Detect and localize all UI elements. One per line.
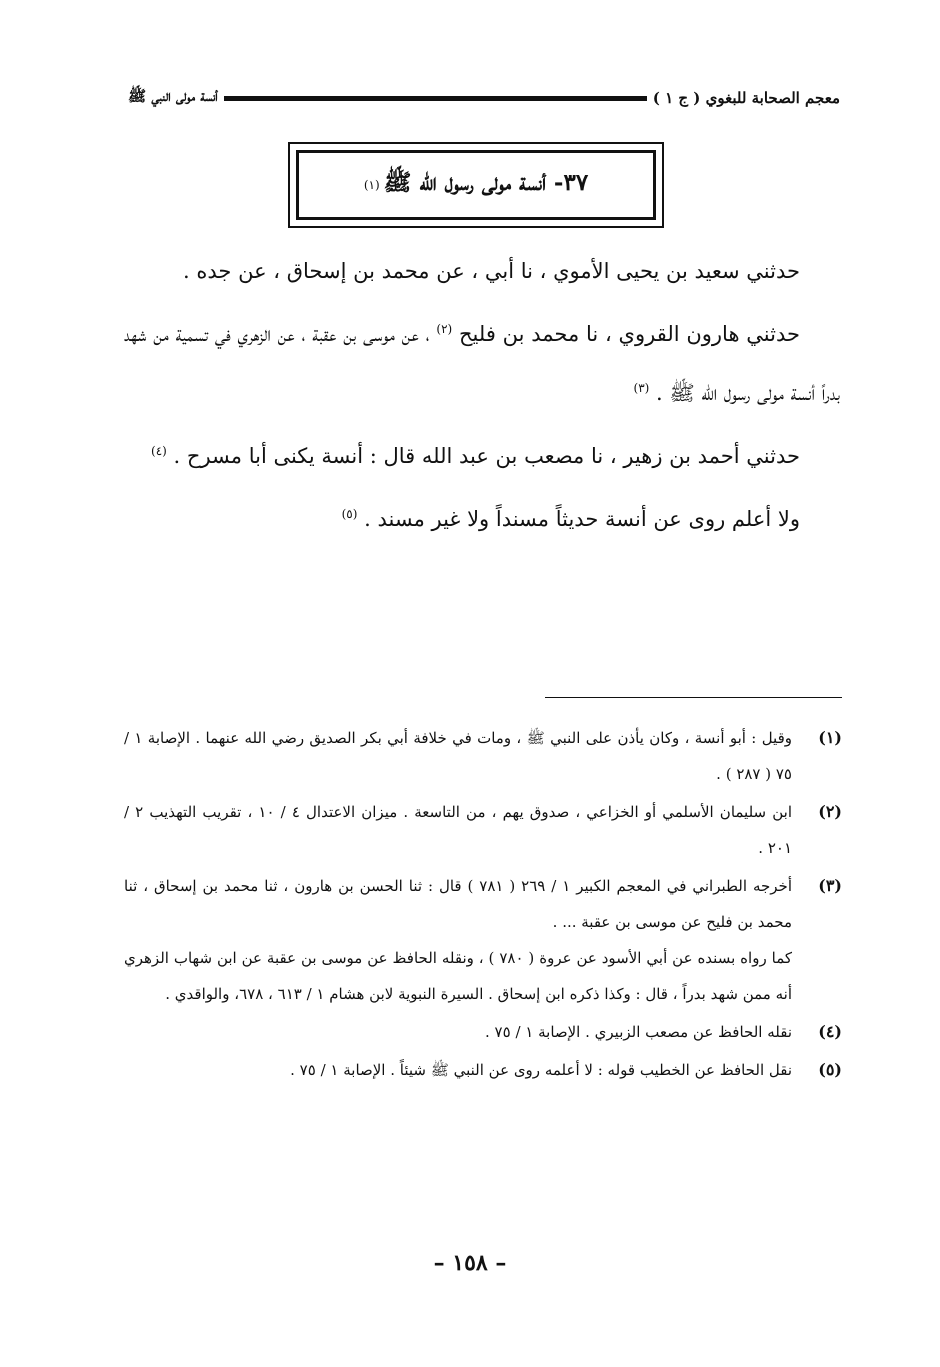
header-book-title: معجم الصحابة للبغوي ( ج ١ ) — [652, 89, 840, 107]
footnote-line: نقله الحافظ عن مصعب الزبيري . الإصابة ١ / ٧٥ . — [485, 1023, 792, 1041]
page-number: – ١٥٨ – — [433, 1250, 507, 1276]
footnote-body — [124, 1014, 792, 1050]
paragraph-2-note-2: (٣) — [633, 381, 650, 395]
paragraph-4 — [124, 487, 840, 546]
footnote-number: (٣) — [818, 876, 842, 895]
paragraph-2 — [124, 302, 840, 420]
footnote-line: وقيل : أبو أنسة ، وكان يأذن على النبي ﷺ ، ومات في خلافة أبي بكر الصديق رضي الله عنهما . الإصابة ١ / ٧٥ ( ٢٨٧ ) . — [124, 729, 792, 783]
footnote-3 — [124, 868, 842, 1012]
footnote-number: (١) — [818, 728, 842, 747]
footnote-body — [124, 1052, 792, 1088]
footnote-number: (٢) — [818, 802, 842, 821]
footnote-body — [124, 720, 792, 792]
header-rule — [224, 96, 647, 101]
paragraph-1-text: حدثني سعيد بن يحيى الأموي ، نا أبي ، عن محمد بن إسحاق ، عن جده . — [183, 259, 800, 283]
body-text — [124, 244, 840, 550]
paragraph-1 — [124, 244, 840, 298]
paragraph-2-text-a: حدثني هارون القروي ، نا محمد بن فليح — [459, 322, 800, 346]
footnote-body — [124, 794, 792, 866]
footnote-line: كما رواه بسنده عن أبي الأسود عن عروة ( ٧٨٠ ) ، ونقله الحافظ عن موسى بن عقبة عن ابن شهاب الزهري أنه ممن شهد بدراً ، قال : وكذا ذكره ابن إسحاق . السيرة النبوية لابن هشام ١ / ٦١٣ ، ٦٧٨، والواقدي . — [124, 949, 793, 1003]
paragraph-4-text: ولا أعلم روى عن أنسة حديثاً مسنداً ولا غير مسند . — [364, 507, 800, 531]
footnote-body — [124, 868, 792, 1012]
footnote-line: ابن سليمان الأسلمي أو الخزاعي ، صدوق يهم ، من التاسعة . ميزان الاعتدال ٤ / ١٠ ، تقريب التهذيب ٢ / ٢٠١ . — [124, 803, 792, 857]
footnote-separator — [545, 697, 842, 698]
chapter-title-note: (١) — [363, 178, 380, 192]
footnote-number: (٥) — [818, 1060, 842, 1079]
paragraph-2-note: (٢) — [436, 322, 453, 336]
footnote-2 — [124, 794, 842, 866]
footnote-line: أخرجه الطبراني في المعجم الكبير ١ / ٢٦٩ ( ٧٨١ ) قال : ثنا الحسن بن هارون ، ثنا محمد بن إسحاق ، ثنا محمد بن فليح عن موسى بن عقبة ... . — [124, 877, 792, 931]
footnote-5 — [124, 1052, 842, 1088]
header-chapter-name: أنسة مولى النبي ﷺ — [128, 87, 218, 105]
footnote-line: نقل الحافظ عن الخطيب قوله : لا أعلمه روى عن النبي ﷺ شيئاً . الإصابة ١ / ٧٥ . — [290, 1061, 792, 1079]
paragraph-3-note: (٤) — [151, 444, 167, 458]
chapter-title-frame — [296, 150, 656, 220]
footnotes — [124, 720, 842, 1090]
chapter-title-box — [288, 142, 664, 228]
running-header — [128, 84, 840, 112]
paragraph-4-note: (٥) — [341, 507, 358, 521]
footnote-4 — [124, 1014, 842, 1050]
paragraph-3-text: حدثني أحمد بن زهير ، نا مصعب بن عبد الله قال : أنسة يكنى أبا مسرح . — [173, 444, 800, 468]
paragraph-3 — [124, 424, 840, 483]
footnote-number: (٤) — [818, 1022, 842, 1041]
chapter-title: ٣٧- أنسة مولى رسول الله ﷺ — [383, 169, 589, 196]
footnote-1 — [124, 720, 842, 792]
paragraph-2-text-b: ، عن موسى بن عقبة ، عن الزهري في تسمية من شهد بدراً أنسة مولى رسول الله ﷺ . — [124, 322, 840, 405]
